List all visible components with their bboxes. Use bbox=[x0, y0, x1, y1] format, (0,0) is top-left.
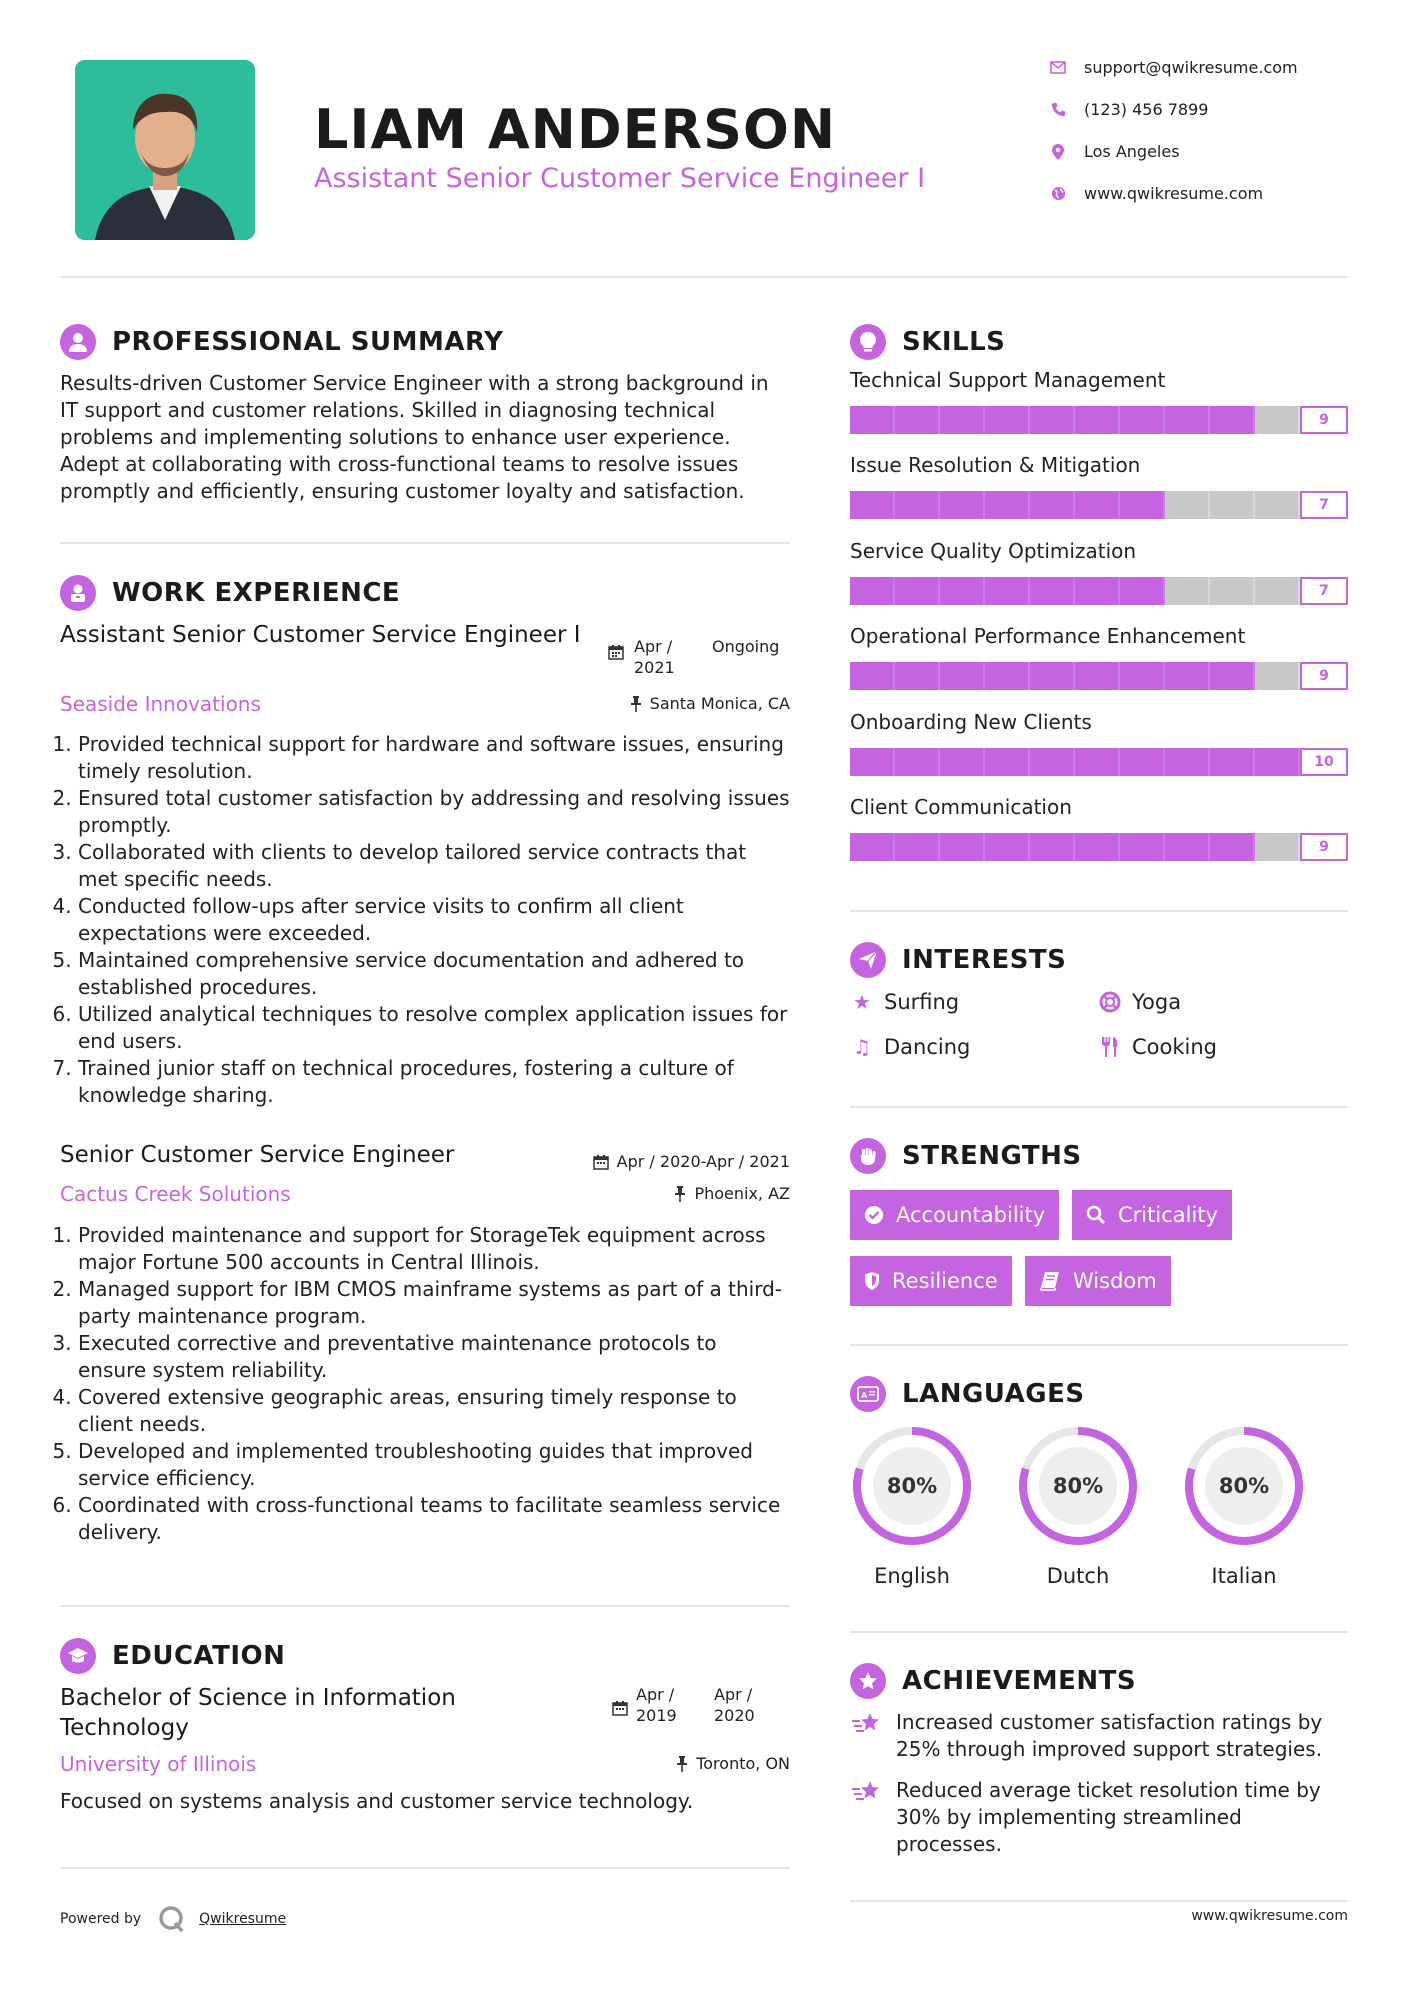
list-item: 5. Maintained comprehensive service documentation and adhered to established procedures. bbox=[78, 947, 790, 1001]
pushpin-icon bbox=[676, 1756, 688, 1772]
skill-bar-segment bbox=[1210, 833, 1255, 861]
skill-level-number: 7 bbox=[1300, 577, 1348, 605]
job-2-company: Cactus Creek Solutions bbox=[60, 1182, 291, 1206]
languages-heading: A LANGUAGES bbox=[850, 1376, 1085, 1412]
contact-phone[interactable]: (123) 456 7899 bbox=[1050, 100, 1208, 119]
skill-bar-segment bbox=[1030, 662, 1075, 690]
skill-bar-segment bbox=[1030, 577, 1075, 605]
language-item bbox=[850, 1424, 980, 1588]
achievement-item-1: Increased customer satisfaction ratings by 25% through improved support strategies. bbox=[850, 1709, 1348, 1763]
summary-heading: PROFESSIONAL SUMMARY bbox=[60, 324, 503, 360]
envelope-icon bbox=[1050, 60, 1066, 76]
skill-bar-segment bbox=[1210, 748, 1255, 776]
strength-chip-accountability: Accountability bbox=[850, 1190, 1059, 1240]
shooting-star-icon bbox=[850, 1777, 884, 1858]
skill-bar-segment bbox=[850, 491, 895, 519]
skill-item bbox=[850, 795, 1348, 880]
interest-dancing: ♫ Dancing bbox=[850, 1035, 970, 1059]
interests-divider bbox=[850, 1106, 1348, 1108]
skill-level-number: 10 bbox=[1300, 748, 1348, 776]
education-description: Focused on systems analysis and customer service technology. bbox=[60, 1789, 694, 1813]
language-percent: 80% bbox=[886, 1474, 938, 1498]
language-percent: 80% bbox=[1052, 1474, 1104, 1498]
skill-level-bar bbox=[850, 748, 1348, 776]
skill-bar-segment bbox=[940, 406, 985, 434]
skill-bar-segment bbox=[985, 662, 1030, 690]
music-note-icon: ♫ bbox=[853, 1035, 871, 1059]
education-school: University of Illinois bbox=[60, 1752, 257, 1776]
skill-bar-segment bbox=[1165, 662, 1210, 690]
list-item: 6. Coordinated with cross-functional teams to facilitate seamless service delivery. bbox=[78, 1492, 790, 1546]
job-1-responsibilities bbox=[60, 731, 790, 1109]
skill-bar-segment bbox=[1165, 491, 1210, 519]
skill-bar-segment bbox=[1075, 662, 1120, 690]
skill-bar-segment bbox=[1075, 406, 1120, 434]
translate-icon bbox=[850, 1376, 886, 1412]
person-portrait-icon bbox=[75, 60, 255, 240]
lightbulb-icon bbox=[850, 324, 886, 360]
skill-bar-segment bbox=[985, 833, 1030, 861]
book-icon bbox=[1039, 1271, 1061, 1291]
calendar-icon bbox=[612, 1700, 628, 1720]
skill-bar-segment bbox=[1255, 577, 1300, 605]
skill-bar-segment bbox=[850, 748, 895, 776]
skill-bar-segment bbox=[850, 406, 895, 434]
candidate-title: Assistant Senior Customer Service Engineer I bbox=[314, 163, 926, 194]
skill-bar-segment bbox=[1120, 662, 1165, 690]
skill-bar-segment bbox=[1030, 833, 1075, 861]
skill-bar-segment bbox=[1255, 662, 1300, 690]
skills-list bbox=[850, 368, 1348, 880]
qwikresume-link[interactable]: Qwikresume bbox=[199, 1911, 287, 1927]
footer-powered-by: Powered by Qwikresume bbox=[60, 1904, 286, 1934]
language-donut bbox=[1182, 1424, 1306, 1548]
interest-surfing: ★ Surfing bbox=[850, 990, 959, 1014]
interests-heading: INTERESTS bbox=[850, 942, 1066, 978]
experience-heading: WORK EXPERIENCE bbox=[60, 575, 400, 611]
star-icon: ★ bbox=[853, 990, 871, 1014]
job-2-responsibilities bbox=[60, 1222, 790, 1546]
skill-level-bar bbox=[850, 577, 1348, 605]
job-2-location: Phoenix, AZ bbox=[674, 1184, 790, 1203]
skill-item bbox=[850, 539, 1348, 624]
list-item: 4. Conducted follow-ups after service visits to confirm all client expectations were exceeded. bbox=[78, 893, 790, 947]
skill-bar-segment bbox=[1210, 491, 1255, 519]
fist-icon bbox=[850, 1138, 886, 1174]
skill-bar-segment bbox=[1120, 833, 1165, 861]
summary-divider bbox=[60, 542, 790, 544]
language-item bbox=[1182, 1424, 1312, 1588]
skill-bar-segment bbox=[1120, 406, 1165, 434]
qwikresume-logo-icon bbox=[157, 1904, 187, 1934]
lifebuoy-icon bbox=[1098, 990, 1122, 1014]
calendar-icon bbox=[608, 644, 624, 664]
strength-chip-criticality: Criticality bbox=[1072, 1190, 1232, 1240]
list-item: 3. Executed corrective and preventative maintenance protocols to ensure system reliability. bbox=[78, 1330, 790, 1384]
job-1-company: Seaside Innovations bbox=[60, 692, 261, 716]
skill-bar-segment bbox=[1075, 748, 1120, 776]
job-1-date-start: Apr / 2021 bbox=[634, 637, 675, 677]
languages-divider bbox=[850, 1631, 1348, 1633]
skill-level-number: 9 bbox=[1300, 662, 1348, 690]
skill-bar-segment bbox=[1210, 577, 1255, 605]
skill-bar-segment bbox=[1030, 406, 1075, 434]
header-divider bbox=[60, 276, 1348, 278]
job-1-title: Assistant Senior Customer Service Engineer I bbox=[60, 622, 581, 648]
skill-bar-segment bbox=[985, 491, 1030, 519]
skill-label: Client Communication bbox=[850, 794, 1072, 819]
svg-text:A: A bbox=[861, 1391, 868, 1400]
skill-bar-segment bbox=[940, 662, 985, 690]
list-item: 1. Provided technical support for hardware and software issues, ensuring timely resolution. bbox=[78, 731, 790, 785]
achievement-item-2: Reduced average ticket resolution time by 30% by implementing streamlined processes. bbox=[850, 1777, 1348, 1858]
candidate-name: LIAM ANDERSON bbox=[314, 98, 837, 161]
language-percent: 80% bbox=[1218, 1474, 1270, 1498]
skill-bar-segment bbox=[1255, 491, 1300, 519]
list-item: 4. Covered extensive geographic areas, ensuring timely response to client needs. bbox=[78, 1384, 790, 1438]
education-degree: Bachelor of Science in Information Technology bbox=[60, 1685, 456, 1741]
skill-bar-segment bbox=[850, 662, 895, 690]
skill-bar-segment bbox=[1165, 748, 1210, 776]
skill-bar-segment bbox=[940, 748, 985, 776]
skill-bar-segment bbox=[1120, 577, 1165, 605]
skill-bar-segment bbox=[1210, 662, 1255, 690]
skill-bar-segment bbox=[895, 577, 940, 605]
language-label: Italian bbox=[1211, 1564, 1277, 1588]
graduation-icon bbox=[60, 1638, 96, 1674]
education-divider bbox=[60, 1867, 790, 1869]
strength-chip-wisdom: Wisdom bbox=[1025, 1256, 1171, 1306]
skill-item bbox=[850, 453, 1348, 538]
strengths-heading: STRENGTHS bbox=[850, 1138, 1082, 1174]
skill-label: Technical Support Management bbox=[850, 368, 1166, 392]
languages-list bbox=[850, 1424, 1348, 1594]
skill-bar-segment bbox=[850, 577, 895, 605]
skill-bar-segment bbox=[1030, 748, 1075, 776]
skill-bar-segment bbox=[1075, 577, 1120, 605]
skill-level-number: 9 bbox=[1300, 833, 1348, 861]
skill-bar-segment bbox=[1255, 833, 1300, 861]
skill-bar-segment bbox=[1165, 406, 1210, 434]
shield-icon bbox=[864, 1271, 880, 1291]
skill-bar-segment bbox=[895, 491, 940, 519]
skill-bar-segment bbox=[985, 577, 1030, 605]
profile-photo bbox=[75, 60, 255, 240]
skill-level-number: 7 bbox=[1300, 491, 1348, 519]
list-item: 2. Managed support for IBM CMOS mainframe systems as part of a third-party maintenance program. bbox=[78, 1276, 790, 1330]
skill-bar-segment bbox=[1030, 491, 1075, 519]
language-label: English bbox=[874, 1564, 950, 1588]
strengths-divider bbox=[850, 1344, 1348, 1346]
skill-bar-segment bbox=[940, 491, 985, 519]
list-item: 3. Collaborated with clients to develop tailored service contracts that met specific needs. bbox=[78, 839, 790, 893]
utensils-icon bbox=[1098, 1035, 1122, 1059]
pushpin-icon bbox=[674, 1186, 686, 1202]
skill-bar-segment bbox=[850, 833, 895, 861]
language-donut bbox=[1016, 1424, 1140, 1548]
footer-website[interactable]: www.qwikresume.com bbox=[1191, 1908, 1348, 1924]
job-2-dates: Apr / 2020-Apr / 2021 bbox=[593, 1152, 790, 1171]
skill-bar-segment bbox=[1075, 491, 1120, 519]
skill-bar-segment bbox=[1255, 406, 1300, 434]
contact-website[interactable]: www.qwikresume.com bbox=[1050, 184, 1263, 203]
experience-divider bbox=[60, 1605, 790, 1607]
education-heading: EDUCATION bbox=[60, 1638, 285, 1674]
skill-label: Operational Performance Enhancement bbox=[850, 624, 1246, 649]
language-item bbox=[1016, 1424, 1146, 1588]
job-1-location: Santa Monica, CA bbox=[630, 694, 790, 713]
skill-bar-segment bbox=[1210, 406, 1255, 434]
skill-level-bar bbox=[850, 833, 1348, 861]
map-pin-icon bbox=[1050, 144, 1066, 160]
list-item: 7. Trained junior staff on technical procedures, fostering a culture of knowledge sharing. bbox=[78, 1055, 790, 1109]
education-date-start: Apr / 2019 bbox=[636, 1685, 677, 1725]
skill-bar-segment bbox=[1165, 577, 1210, 605]
skill-bar-segment bbox=[985, 748, 1030, 776]
language-label: Dutch bbox=[1046, 1564, 1110, 1588]
list-item: 2. Ensured total customer satisfaction by addressing and resolving issues promptly. bbox=[78, 785, 790, 839]
paper-plane-icon bbox=[850, 942, 886, 978]
job-2-title: Senior Customer Service Engineer bbox=[60, 1142, 455, 1168]
award-star-icon bbox=[850, 1663, 886, 1699]
list-item: 1. Provided maintenance and support for StorageTek equipment across major Fortune 500 accounts in Central Illinois. bbox=[78, 1222, 790, 1276]
skill-bar-segment bbox=[1075, 833, 1120, 861]
search-icon bbox=[1086, 1205, 1106, 1225]
skill-bar-segment bbox=[1255, 748, 1300, 776]
user-icon bbox=[60, 324, 96, 360]
briefcase-icon bbox=[60, 575, 96, 611]
job-1-date-end: Ongoing bbox=[712, 637, 780, 656]
skill-level-bar bbox=[850, 406, 1348, 434]
skill-level-bar bbox=[850, 491, 1348, 519]
skill-bar-segment bbox=[1165, 833, 1210, 861]
shooting-star-icon bbox=[850, 1709, 884, 1763]
achievements-heading: ACHIEVEMENTS bbox=[850, 1663, 1136, 1699]
list-item: 5. Developed and implemented troubleshooting guides that improved service efficiency. bbox=[78, 1438, 790, 1492]
summary-text: Results-driven Customer Service Engineer with a strong background in IT support and customer relations. Skilled in diagnosing technical problems and implementing solutions to enhance user experience. Adept at collaborating with cross-functional teams to resolve issues promptly and efficiently, ensuring customer loyalty and satisfaction. bbox=[60, 371, 769, 503]
interest-yoga: Yoga bbox=[1098, 990, 1181, 1014]
skill-level-bar bbox=[850, 662, 1348, 690]
skills-heading: SKILLS bbox=[850, 324, 1005, 360]
list-item: 6. Utilized analytical techniques to resolve complex application issues for end users. bbox=[78, 1001, 790, 1055]
skill-item bbox=[850, 368, 1348, 453]
skill-bar-segment bbox=[895, 406, 940, 434]
pushpin-icon bbox=[630, 696, 642, 712]
contact-email[interactable]: support@qwikresume.com bbox=[1050, 58, 1298, 77]
skills-divider bbox=[850, 910, 1348, 912]
language-donut bbox=[850, 1424, 974, 1548]
phone-icon bbox=[1050, 102, 1066, 118]
skill-bar-segment bbox=[895, 662, 940, 690]
education-location: Toronto, ON bbox=[676, 1754, 790, 1773]
globe-icon bbox=[1050, 186, 1066, 202]
education-date-end: Apr / 2020 bbox=[714, 1685, 755, 1725]
skill-bar-segment bbox=[940, 833, 985, 861]
skill-label: Onboarding New Clients bbox=[850, 709, 1092, 734]
achievements-divider bbox=[850, 1900, 1348, 1902]
skill-bar-segment bbox=[985, 406, 1030, 434]
contact-location: Los Angeles bbox=[1050, 142, 1180, 161]
skill-label: Issue Resolution & Mitigation bbox=[850, 453, 1141, 478]
skill-item bbox=[850, 624, 1348, 709]
skill-label: Service Quality Optimization bbox=[850, 538, 1137, 563]
strength-chip-resilience: Resilience bbox=[850, 1256, 1012, 1306]
check-circle-icon bbox=[864, 1205, 884, 1225]
skill-bar-segment bbox=[940, 577, 985, 605]
skill-bar-segment bbox=[895, 833, 940, 861]
skill-bar-segment bbox=[1120, 491, 1165, 519]
calendar-icon bbox=[593, 1154, 609, 1170]
skill-item bbox=[850, 710, 1348, 795]
interest-cooking: Cooking bbox=[1098, 1035, 1217, 1059]
skill-level-number: 9 bbox=[1300, 406, 1348, 434]
skill-bar-segment bbox=[895, 748, 940, 776]
skill-bar-segment bbox=[1120, 748, 1165, 776]
